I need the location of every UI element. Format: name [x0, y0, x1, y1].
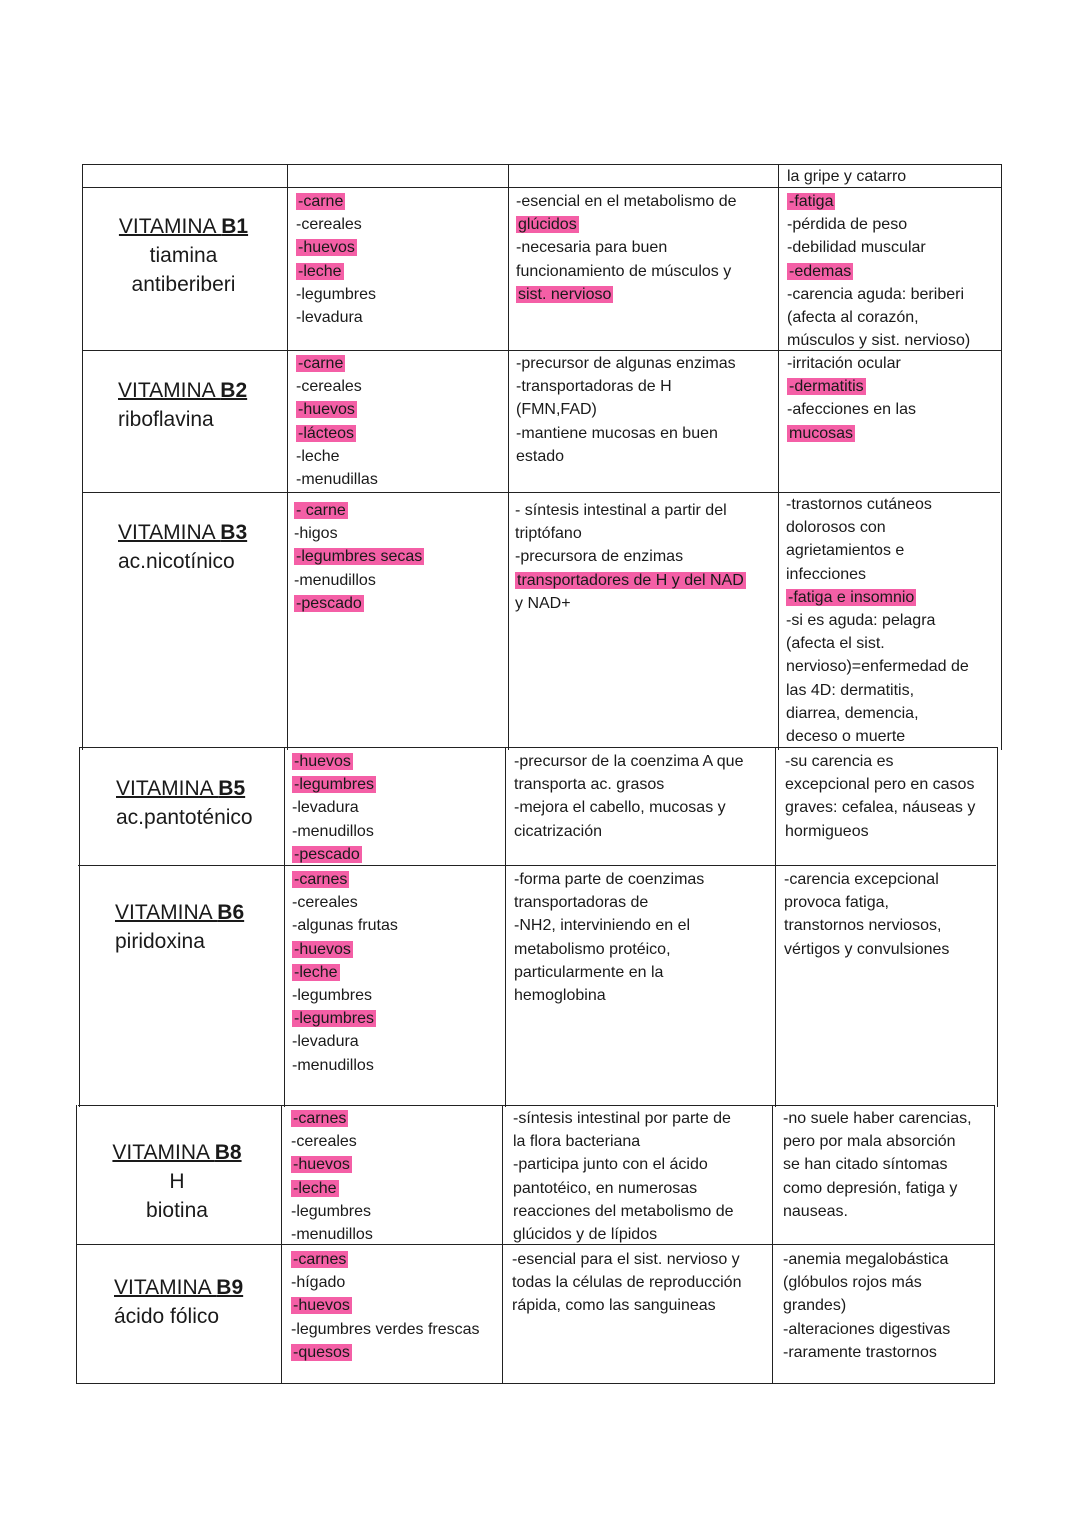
- food-item: -leche: [294, 963, 338, 981]
- deficiency-cell-b2: [787, 352, 916, 445]
- food-item: -hígado: [291, 1274, 346, 1292]
- vitamin-alt-name: ácido fólico: [114, 1305, 220, 1328]
- function-cell-b1: [516, 190, 737, 306]
- function-line: (FMN,FAD): [516, 401, 597, 419]
- function-line: -esencial en el metabolismo de: [516, 193, 737, 210]
- foods-cell-b9: [291, 1248, 480, 1364]
- vitamin-prefix: VITAMINA: [112, 1141, 215, 1164]
- vitamin-alt-name: biotina: [146, 1199, 208, 1222]
- foods-cell-b5: [292, 750, 376, 866]
- column-divider: [284, 747, 285, 1107]
- function-line: -participa junto con el ácido: [513, 1156, 708, 1174]
- function-line: transportadoras de: [514, 894, 649, 912]
- column-divider: [997, 747, 998, 1107]
- food-item: -quesos: [293, 1343, 350, 1361]
- deficiency-line: -pérdida de peso: [787, 216, 908, 234]
- food-item: -legumbres: [296, 285, 377, 303]
- deficiency-line: -su carencia es: [785, 753, 894, 770]
- function-line: glúcidos y de lípidos: [513, 1226, 658, 1244]
- deficiency-line: excepcional pero en casos: [785, 776, 975, 794]
- deficiency-line: -afecciones en las: [787, 401, 916, 419]
- food-item: -cereales: [292, 894, 358, 912]
- food-item: -carnes: [293, 1251, 347, 1268]
- deficiency-line: -edemas: [789, 262, 852, 280]
- food-item: -cereales: [296, 378, 362, 396]
- column-divider: [79, 747, 80, 1107]
- food-item: -legumbres: [294, 776, 375, 794]
- function-line: metabolismo protéico,: [514, 940, 671, 958]
- food-item: -carne: [298, 193, 344, 210]
- food-item: -huevos: [294, 753, 351, 770]
- column-divider: [505, 747, 506, 1107]
- deficiency-line: como depresión, fatiga y: [783, 1179, 958, 1197]
- food-item: -huevos: [298, 239, 355, 257]
- food-item: -legumbres verdes frescas: [291, 1320, 480, 1338]
- vitamin-name-b5: [116, 774, 253, 832]
- vitamin-name-b2: [118, 376, 247, 434]
- function-line: -mantiene mucosas en buen: [516, 424, 718, 442]
- vitamin-code: B9: [216, 1276, 244, 1299]
- vitamin-name-b3: [118, 518, 247, 576]
- deficiency-line: las 4D: dermatitis,: [786, 681, 915, 699]
- deficiency-line: diarrea, demencia,: [786, 704, 919, 722]
- function-line: estado: [516, 447, 565, 465]
- deficiency-line: -raramente trastornos: [783, 1343, 937, 1361]
- deficiency-line: pero por mala absorción: [783, 1133, 956, 1151]
- deficiency-line: -irritación ocular: [787, 355, 901, 372]
- food-item: -leche: [296, 447, 340, 465]
- column-divider: [1001, 164, 1002, 750]
- function-cell-b8: [513, 1107, 734, 1246]
- vitamin-alt-name: H: [169, 1170, 185, 1193]
- food-item: -leche: [293, 1179, 337, 1197]
- function-cell-b6: [514, 868, 704, 1007]
- food-item: -cereales: [291, 1133, 357, 1151]
- function-line: triptófano: [515, 525, 582, 543]
- vitamin-name-b1: [80, 212, 287, 299]
- foods-cell-b3: [294, 499, 424, 615]
- deficiency-line: (glóbulos rojos más: [783, 1274, 922, 1292]
- function-line: -precursora de enzimas: [515, 548, 684, 566]
- deficiency-line: hormigueos: [785, 822, 869, 840]
- deficiency-line: -dermatitis: [789, 378, 864, 396]
- deficiency-line: infecciones: [786, 565, 867, 583]
- deficiency-line: se han citado síntomas: [783, 1156, 948, 1174]
- column-divider: [778, 164, 779, 750]
- function-line: -precursor de la coenzima A que: [514, 753, 744, 770]
- function-line: la flora bacteriana: [513, 1133, 641, 1151]
- food-item: -legumbres secas: [296, 548, 423, 566]
- food-item: -pescado: [296, 594, 362, 612]
- row-divider: [76, 1383, 994, 1384]
- column-divider: [76, 1105, 77, 1384]
- function-line: -necesaria para buen: [516, 239, 668, 257]
- deficiency-line: -alteraciones digestivas: [783, 1320, 951, 1338]
- function-line: -NH2, interviniendo en el: [514, 917, 691, 935]
- food-item: -menudillos: [294, 571, 376, 589]
- vitamin-alt-name: antiberiberi: [131, 273, 236, 296]
- food-item: -carnes: [294, 871, 348, 888]
- foods-cell-b2: [296, 352, 378, 491]
- foods-cell-b6: [292, 868, 398, 1077]
- deficiency-cell-b9: [783, 1248, 950, 1364]
- deficiency-line: -debilidad muscular: [787, 239, 926, 257]
- deficiency-line: -fatiga e insomnio: [788, 588, 915, 606]
- function-line: -síntesis intestinal por parte de: [513, 1110, 731, 1127]
- vitamin-prefix: VITAMINA: [118, 215, 222, 238]
- deficiency-line: nervioso)=enfermedad de: [786, 658, 969, 676]
- column-divider: [287, 164, 288, 750]
- vitamin-code: B1: [221, 215, 249, 238]
- food-item: -levadura: [292, 799, 359, 817]
- function-line: hemoglobina: [514, 987, 606, 1005]
- function-line: -forma parte de coenzimas: [514, 871, 705, 888]
- deficiency-line: (afecta el sist.: [786, 635, 885, 653]
- food-item: - carne: [296, 502, 346, 519]
- function-line: -esencial para el sist. nervioso y: [512, 1251, 740, 1268]
- function-line: rápida, como las sanguineas: [512, 1297, 716, 1315]
- column-divider: [772, 1105, 773, 1384]
- column-divider: [502, 1105, 503, 1384]
- vitamin-prefix: VITAMINA: [118, 521, 221, 544]
- vitamin-prefix: VITAMINA: [115, 901, 218, 924]
- vitamin-name-b9: [114, 1273, 243, 1331]
- deficiency-cell-b6: [784, 868, 949, 961]
- function-line: reacciones del metabolismo de: [513, 1202, 734, 1220]
- vitamin-code: B3: [220, 521, 248, 544]
- food-item: -carne: [298, 355, 344, 372]
- deficiency-cell-b3: [786, 493, 969, 748]
- deficiency-line: provoca fatiga,: [784, 894, 889, 912]
- food-item: -leche: [298, 262, 342, 280]
- deficiency-line: agrietamientos e: [786, 542, 905, 560]
- vitamin-name-b8: [82, 1138, 272, 1225]
- function-line: -transportadoras de H: [516, 378, 672, 396]
- column-divider: [508, 164, 509, 750]
- food-item: -pescado: [294, 845, 360, 863]
- deficiency-line: dolorosos con: [786, 519, 886, 537]
- deficiency-line: mucosas: [789, 424, 854, 442]
- deficiency-cell-b5: [785, 750, 975, 843]
- carryover-symptom-note: la gripe y catarro: [787, 168, 907, 185]
- food-item: -levadura: [292, 1033, 359, 1051]
- food-item: -menudillos: [292, 822, 374, 840]
- deficiency-line: -si es aguda: pelagra: [786, 612, 936, 630]
- function-cell-b3: [515, 499, 746, 615]
- function-line: pantotéico, en numerosas: [513, 1179, 698, 1197]
- vitamin-alt-name: riboflavina: [118, 408, 214, 431]
- deficiency-line: -carencia excepcional: [784, 871, 939, 888]
- function-line: cicatrización: [514, 822, 603, 840]
- deficiency-cell-b8: [783, 1107, 972, 1223]
- food-item: -legumbres: [294, 1010, 375, 1028]
- function-line: transportadores de H y del NAD: [517, 571, 744, 589]
- function-line: sist. nervioso: [518, 285, 612, 303]
- function-line: glúcidos: [518, 216, 577, 234]
- vitamin-alt-name: ac.pantoténico: [116, 806, 253, 829]
- food-item: -menudillas: [296, 471, 378, 489]
- deficiency-line: graves: cefalea, náuseas y: [785, 799, 976, 817]
- deficiency-line: transtornos nerviosos,: [784, 917, 942, 935]
- vitamin-alt-name: ac.nicotínico: [118, 550, 235, 573]
- function-line: -mejora el cabello, mucosas y: [514, 799, 726, 817]
- deficiency-line: -anemia megalobástica: [783, 1251, 949, 1268]
- vitamin-prefix: VITAMINA: [116, 777, 219, 800]
- food-item: -legumbres: [291, 1202, 372, 1220]
- vitamin-prefix: VITAMINA: [118, 379, 221, 402]
- vitamin-code: B8: [214, 1141, 242, 1164]
- food-item: -levadura: [296, 309, 363, 327]
- deficiency-line: músculos y sist. nervioso): [787, 332, 971, 350]
- vitamin-code: B2: [220, 379, 248, 402]
- vitamin-name-b6: [115, 898, 244, 956]
- function-line: todas la células de reproducción: [512, 1274, 742, 1292]
- food-item: -huevos: [294, 940, 351, 958]
- food-item: -higos: [294, 525, 338, 543]
- vitamin-alt-name: tiamina: [149, 244, 218, 267]
- row-divider: [78, 865, 996, 866]
- row-divider: [78, 1105, 994, 1106]
- column-divider: [281, 1105, 282, 1384]
- deficiency-line: -trastornos cutáneos: [786, 496, 932, 513]
- function-cell-b2: [516, 352, 736, 468]
- function-line: - síntesis intestinal a partir del: [515, 502, 727, 519]
- function-cell-b5: [514, 750, 743, 843]
- vitamin-prefix: VITAMINA: [114, 1276, 217, 1299]
- function-line: particularmente en la: [514, 963, 664, 981]
- function-line: transporta ac. grasos: [514, 776, 665, 794]
- foods-cell-b8: [291, 1107, 373, 1246]
- food-item: -legumbres: [292, 987, 373, 1005]
- deficiency-line: nauseas.: [783, 1202, 848, 1220]
- food-item: -menudillos: [291, 1226, 373, 1244]
- vitamin-code: B5: [218, 777, 246, 800]
- function-line: y NAD+: [515, 594, 571, 612]
- column-divider: [775, 747, 776, 1107]
- deficiency-line: -no suele haber carencias,: [783, 1110, 972, 1127]
- vitamin-alt-name: piridoxina: [115, 930, 205, 953]
- deficiency-line: deceso o muerte: [786, 728, 906, 746]
- food-item: -carnes: [293, 1110, 347, 1127]
- function-cell-b9: [512, 1248, 741, 1318]
- foods-cell-b1: [296, 190, 376, 329]
- vitamin-code: B6: [217, 901, 245, 924]
- deficiency-line: -carencia aguda: beriberi: [787, 285, 964, 303]
- food-item: -algunas frutas: [292, 917, 398, 935]
- deficiency-line: -fatiga: [789, 193, 834, 210]
- food-item: -huevos: [298, 401, 355, 419]
- column-divider: [994, 1105, 995, 1384]
- deficiency-cell-b1: [787, 190, 970, 352]
- food-item: -huevos: [293, 1156, 350, 1174]
- food-item: -cereales: [296, 216, 362, 234]
- food-item: -huevos: [293, 1297, 350, 1315]
- food-item: -lácteos: [298, 424, 355, 442]
- deficiency-line: vértigos y convulsiones: [784, 940, 950, 958]
- deficiency-line: grandes): [783, 1297, 847, 1315]
- deficiency-line: (afecta al corazón,: [787, 309, 919, 327]
- function-line: funcionamiento de músculos y: [516, 262, 732, 280]
- food-item: -menudillos: [292, 1056, 374, 1074]
- function-line: -precursor de algunas enzimas: [516, 355, 736, 372]
